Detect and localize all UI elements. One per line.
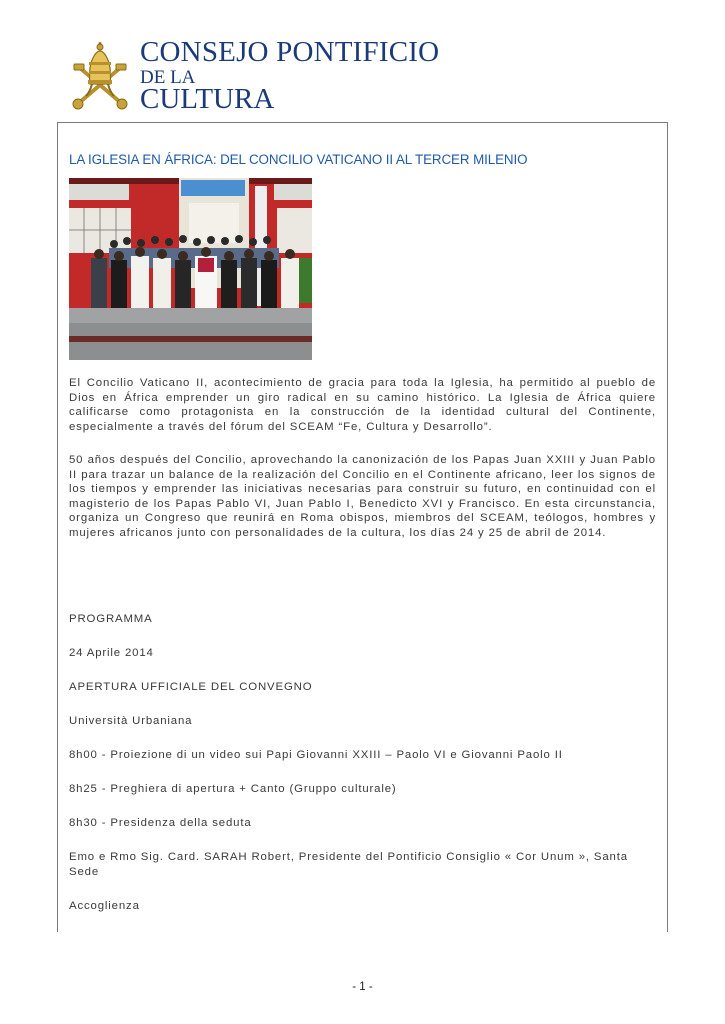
program-venue: Università Urbaniana bbox=[69, 715, 193, 727]
program-heading: PROGRAMMA bbox=[69, 613, 153, 625]
brand-line-3: CULTURA bbox=[140, 83, 275, 115]
program-opening: APERTURA UFFICIALE DEL CONVEGNO bbox=[69, 681, 313, 693]
program-item: 8h25 - Preghiera di apertura + Canto (Gruppo culturale) bbox=[69, 783, 397, 795]
page-header bbox=[70, 38, 490, 114]
intro-paragraph-2: 50 años después del Concilio, aprovechando la canonización de los Papas Juan XXIII y Juan Pablo II para trazar un balance de la realización del Concilio en el Continente africano, leer los signos de los tiempos y emprender las iniciativas necesarias para construir su futuro, en continuidad con el magisterio de los Papas Pablo VI, Juan Pablo I, Benedicto XVI y Francisco. En esta circunstancia, organiza un Congreso que reunirá en Roma obispos, miembros del SCEAM, teólogos, hombres y mujeres africanos junto con personalidades de la cultura, los días 24 y 25 de abril de 2014. bbox=[69, 454, 656, 539]
intro-paragraph-1: El Concilio Vaticano II, acontecimiento de gracia para toda la Iglesia, ha permitido al pueblo de Dios en África emprender un giro radical en su camino histórico. La Iglesia de África quiere calificarse como protagonista en la construcción de la identidad cultural del Continente, especialmente a través del fórum del SCEAM “Fe, Cultura y Desarrollo”. bbox=[69, 377, 656, 433]
program-president: Emo e Rmo Sig. Card. SARAH Robert, Presidente del Pontificio Consiglio « Cor Unum », Santa Sede bbox=[69, 851, 628, 878]
program-date: 24 Aprile 2014 bbox=[69, 647, 154, 659]
program-item: 8h30 - Presidenza della seduta bbox=[69, 817, 252, 829]
brand-line-1: CONSEJO PONTIFICIO bbox=[140, 36, 440, 68]
page-number: - 1 - bbox=[352, 981, 373, 993]
brand-line-2: DE LA bbox=[140, 67, 196, 88]
papal-keys-tiara-icon bbox=[70, 40, 130, 110]
program-item: Accoglienza bbox=[69, 900, 140, 912]
group-photo bbox=[69, 178, 312, 360]
program-item: 8h00 - Proiezione di un video sui Papi Giovanni XXIII – Paolo VI e Giovanni Paolo II bbox=[69, 749, 563, 761]
article-title: LA IGLESIA EN ÁFRICA: DEL CONCILIO VATICANO II AL TERCER MILENIO bbox=[69, 152, 528, 167]
